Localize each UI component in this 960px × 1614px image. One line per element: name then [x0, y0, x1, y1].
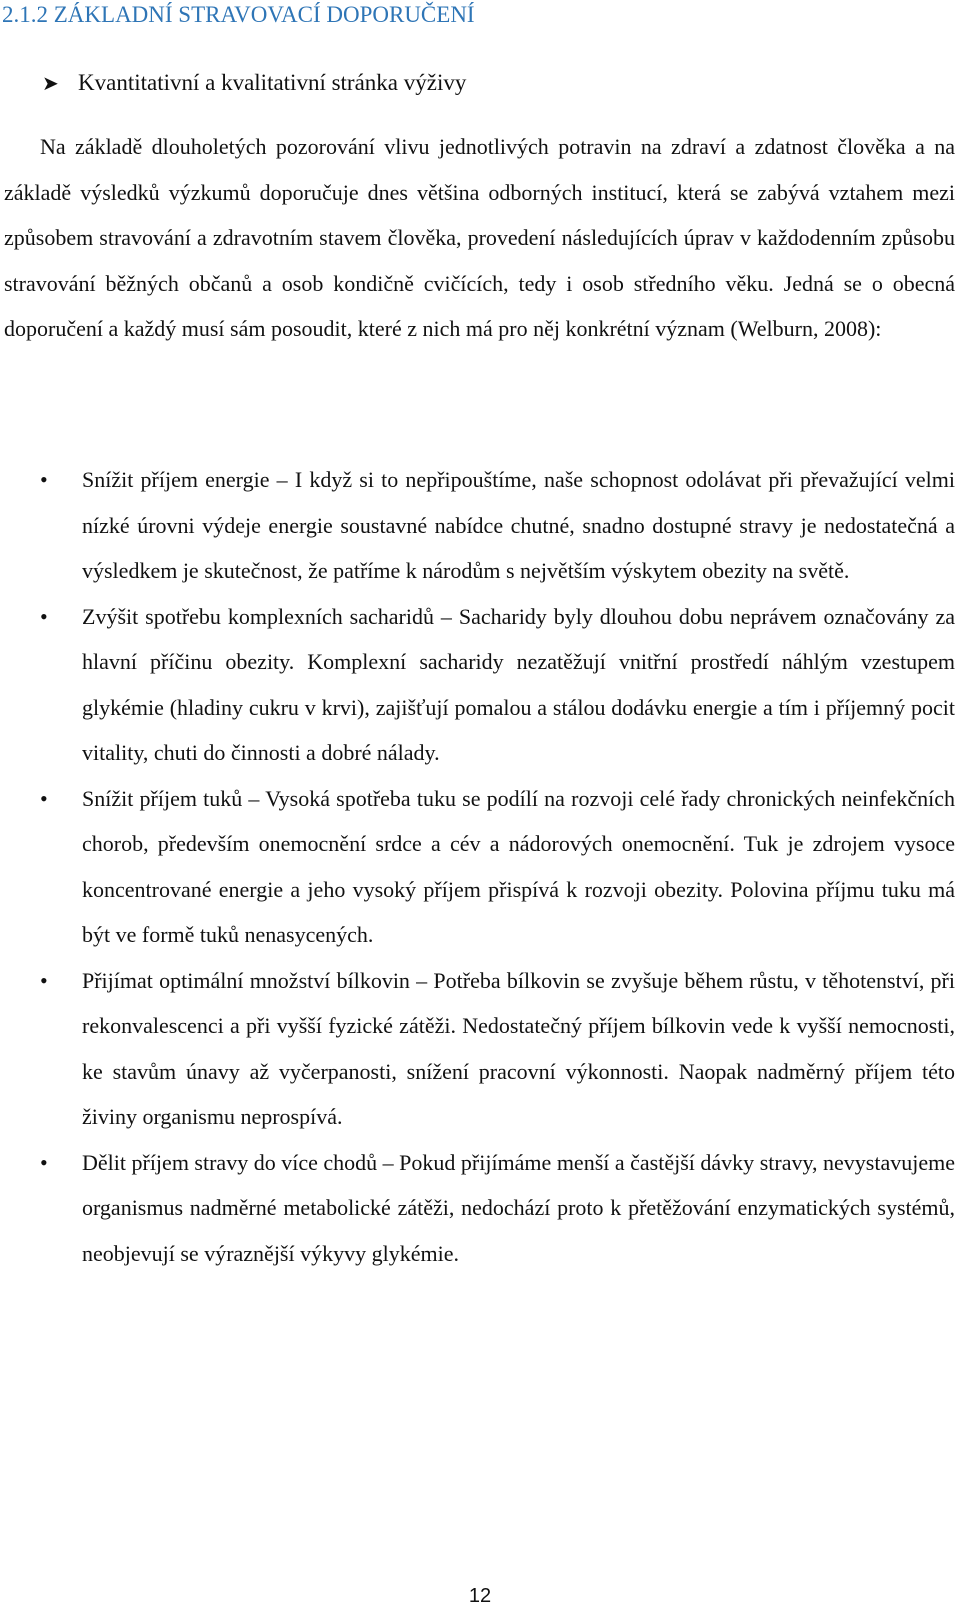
- subheading-text: Kvantitativní a kvalitativní stránka výživy: [78, 70, 467, 95]
- recommendation-list: [0, 457, 960, 1276]
- list-item-text: Snížit příjem energie – I když si to nepřipouštíme, naše schopnost odolávat při převažující velmi nízké úrovni výdeje energie soustavné nabídce chutné, snadno dostupné stravy je nedostatečná a výsledkem je skutečnost, že patříme k národům s největším výskytem obezity na světě.: [82, 467, 955, 583]
- arrow-bullet-icon: ➤: [42, 73, 59, 95]
- list-item-text: Přijímat optimální množství bílkovin – Potřeba bílkovin se zvyšuje během růstu, v těhotenství, při rekonvalescenci a při vyšší fyzické zátěži. Nedostatečný příjem bílkovin vede k vyšší nemocnosti, ke stavům únavy až vyčerpanosti, snížení pracovní výkonnosti. Naopak nadměrný příjem této živiny organismu neprospívá.: [82, 967, 955, 1129]
- list-item-text: Snížit příjem tuků – Vysoká spotřeba tuku se podílí na rozvoji celé řady chronických neinfekčních chorob, především onemocnění srdce a cév a nádorových onemocnění. Tuk je zdrojem vysoce koncentrované energie a jeho vysoký příjem přispívá k rozvoji obezity. Polovina příjmu tuku má být ve formě tuků nenasycených.: [82, 785, 955, 947]
- bullet-icon: •: [40, 967, 48, 993]
- intro-paragraph: [4, 124, 955, 352]
- bullet-icon: •: [40, 467, 48, 492]
- list-item-text: Zvýšit spotřebu komplexních sacharidů – Sacharidy byly dlouhou dobu neprávem označovány za hlavní příčinu obezity. Komplexní sacharidy nezatěžují vnitřní prostředí náhlým vzestupem glykémie (hladiny cukru v krvi), zajišťují pomalou a stálou dodávku energie a tím i příjemný pocit vitality, chuti do činnosti a dobré nálady.: [82, 603, 955, 765]
- section-heading: 2.1.2 ZÁKLADNÍ STRAVOVACÍ DOPORUČENÍ: [2, 2, 475, 27]
- list-item: [0, 958, 955, 1140]
- list-item: [0, 457, 955, 594]
- list-item-text: Dělit příjem stravy do více chodů – Pokud přijímáme menší a častější dávky stravy, nevystavujeme organismus nadměrné metabolické zátěži, nedochází proto k přetěžování enzymatických systémů, neobjevují se výraznější výkyvy glykémie.: [82, 1149, 955, 1266]
- intro-text: Na základě dlouholetých pozorování vlivu jednotlivých potravin na zdraví a zdatnost člověka a na základě výsledků výzkumů doporučuje dnes většina odborných institucí, která se zabývá vztahem mezi způsobem stravování a zdravotním stavem člověka, provedení následujících úprav v každodenním způsobu stravování běžných občanů a osob kondičně cvičících, tedy i osob středního věku. Jedná se o obecná doporučení a každý musí sám posoudit, které z nich má pro něj konkrétní význam (Welburn, 2008):: [4, 134, 955, 341]
- bullet-icon: •: [40, 1149, 48, 1175]
- bullet-icon: •: [40, 603, 48, 629]
- list-item: [0, 594, 955, 776]
- subheading: [42, 68, 466, 99]
- list-item: [0, 1140, 955, 1277]
- list-item: [0, 776, 955, 958]
- bullet-icon: •: [40, 785, 48, 811]
- page-number: 12: [468, 1585, 492, 1607]
